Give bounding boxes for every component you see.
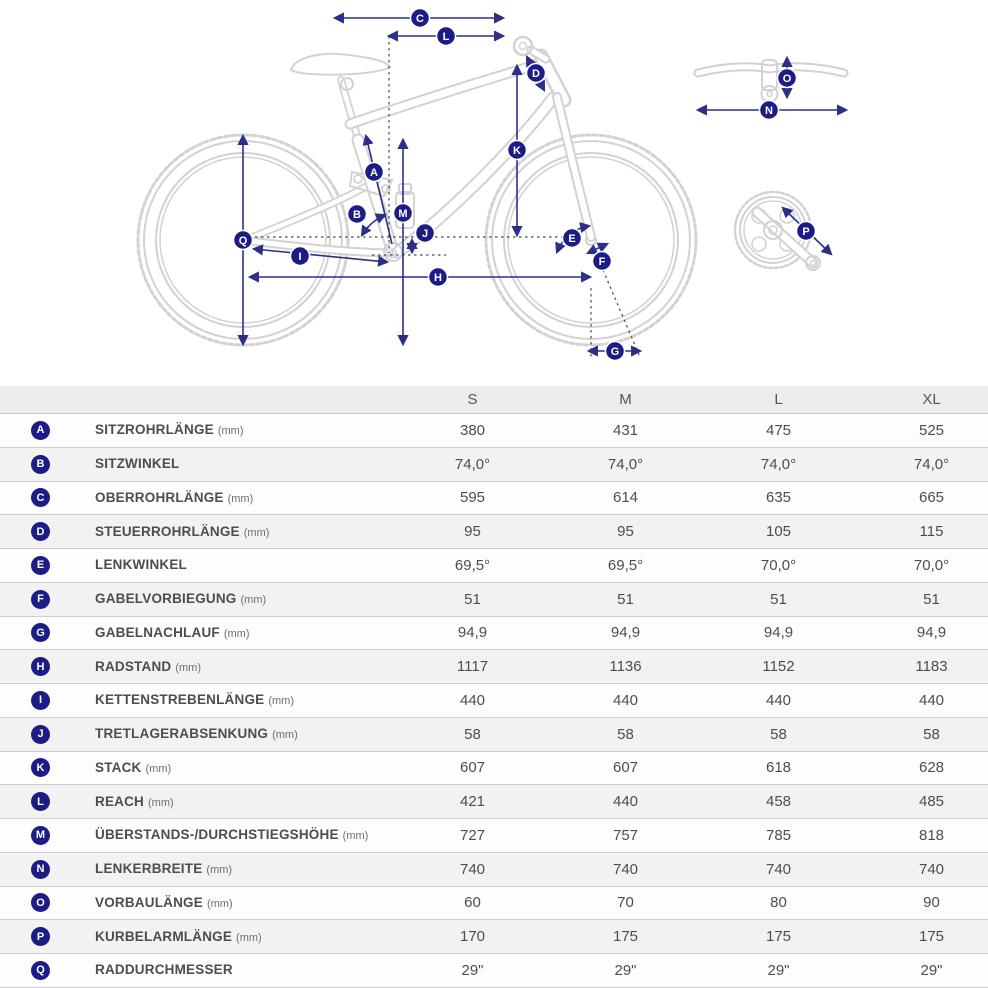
diagram-marker-p <box>797 222 816 241</box>
value-cell-s: 1117 <box>456 658 489 676</box>
row-label-text: OBERROHRLÄNGE <box>95 489 224 505</box>
row-label-text: KURBELARMLÄNGE <box>95 928 233 944</box>
value-cell-xl: 58 <box>923 725 940 743</box>
value-cell-xl: 29" <box>920 961 943 979</box>
value-cell-s: 69,5° <box>454 556 491 574</box>
bike-geometry-illustration <box>0 0 988 386</box>
row-label <box>95 826 368 844</box>
handlebar-top-view-icon <box>698 60 844 102</box>
diagram-marker-f <box>593 252 612 271</box>
svg-text:H: H <box>434 272 442 284</box>
row-marker-badge: E <box>31 556 50 575</box>
value-cell-xl: 440 <box>918 691 945 709</box>
table-row-g <box>0 617 988 651</box>
svg-text:B: B <box>353 209 361 221</box>
diagram-marker-l <box>437 27 456 46</box>
value-cell-l: 635 <box>765 489 792 507</box>
row-label <box>95 725 298 743</box>
row-label <box>95 421 244 439</box>
geometry-table-header <box>0 386 988 414</box>
value-cell-l: 74,0° <box>760 455 797 473</box>
size-column-header-m: M <box>619 391 632 408</box>
value-cell-l: 29" <box>767 961 790 979</box>
row-label-text: STEUERROHRLÄNGE <box>95 523 240 539</box>
table-row-m <box>0 819 988 853</box>
diagram-marker-q <box>234 231 253 250</box>
row-label-text: SITZWINKEL <box>95 456 180 472</box>
row-unit-label: (mm) <box>272 729 298 742</box>
value-cell-l: 740 <box>765 860 792 878</box>
value-cell-l: 70,0° <box>760 556 797 574</box>
row-label-text: LENKWINKEL <box>95 557 187 573</box>
row-label <box>95 759 171 777</box>
value-cell-m: 74,0° <box>607 455 644 473</box>
value-cell-s: 95 <box>464 523 481 541</box>
value-cell-m: 95 <box>617 523 634 541</box>
value-cell-l: 94,9 <box>763 624 794 642</box>
row-marker-badge: Q <box>31 961 50 980</box>
row-label <box>95 793 174 811</box>
row-label <box>95 691 294 709</box>
table-row-k <box>0 752 988 786</box>
row-label-text: VORBAULÄNGE <box>95 894 203 910</box>
value-cell-xl: 525 <box>918 421 945 439</box>
value-cell-m: 175 <box>612 928 639 946</box>
diagram-marker-d <box>527 64 546 83</box>
diagram-marker-i <box>291 247 310 266</box>
row-label-text: STACK <box>95 759 142 775</box>
value-cell-xl: 1183 <box>915 658 948 676</box>
row-marker-badge: D <box>31 522 50 541</box>
value-cell-xl: 70,0° <box>913 556 950 574</box>
value-cell-m: 69,5° <box>607 556 644 574</box>
row-marker-badge: K <box>31 758 50 777</box>
row-marker-badge: A <box>31 421 50 440</box>
value-cell-l: 58 <box>770 725 787 743</box>
value-cell-xl: 51 <box>923 590 940 608</box>
value-cell-xl: 740 <box>918 860 945 878</box>
svg-text:Q: Q <box>238 235 248 247</box>
value-cell-m: 1136 <box>609 658 642 676</box>
row-label-text: REACH <box>95 793 145 809</box>
geometry-diagram <box>0 0 988 386</box>
value-cell-m: 440 <box>612 793 639 811</box>
diagram-marker-b <box>348 205 367 224</box>
row-marker-badge: C <box>31 488 50 507</box>
size-column-header-xl: XL <box>922 391 941 408</box>
svg-text:M: M <box>398 208 408 220</box>
table-row-o <box>0 887 988 921</box>
row-marker-badge: J <box>31 725 50 744</box>
value-cell-s: 29" <box>461 961 484 979</box>
value-cell-l: 458 <box>765 793 792 811</box>
row-marker-badge: F <box>31 590 50 609</box>
value-cell-s: 421 <box>459 793 486 811</box>
row-label <box>95 489 253 507</box>
value-cell-xl: 175 <box>918 928 945 946</box>
row-unit-label: (mm) <box>268 695 295 708</box>
diagram-marker-e <box>563 229 582 248</box>
value-cell-s: 380 <box>459 421 486 439</box>
svg-text:F: F <box>598 256 606 268</box>
geometry-table <box>0 386 988 988</box>
value-cell-l: 105 <box>765 523 792 541</box>
value-cell-m: 440 <box>612 691 639 709</box>
value-cell-l: 618 <box>765 759 792 777</box>
value-cell-m: 58 <box>617 725 634 743</box>
row-marker-badge: P <box>31 927 50 946</box>
value-cell-l: 1152 <box>762 658 795 676</box>
row-marker-badge: M <box>31 826 50 845</box>
diagram-marker-g <box>606 342 625 361</box>
row-label-text: GABELNACHLAUF <box>95 624 220 640</box>
row-label <box>95 624 250 642</box>
value-cell-m: 614 <box>612 489 639 507</box>
row-label <box>95 860 232 878</box>
row-unit-label: (mm) <box>206 897 233 910</box>
table-row-j <box>0 718 988 752</box>
value-cell-xl: 628 <box>918 759 945 777</box>
row-unit-label: (mm) <box>342 830 369 843</box>
value-cell-s: 74,0° <box>454 455 491 473</box>
row-unit-label: (mm) <box>175 661 202 674</box>
value-cell-s: 60 <box>464 894 481 912</box>
table-row-n <box>0 853 988 887</box>
value-cell-l: 475 <box>765 421 792 439</box>
value-cell-m: 431 <box>612 421 639 439</box>
row-label <box>95 556 191 574</box>
table-row-e <box>0 549 988 583</box>
row-label <box>95 928 262 946</box>
diagram-marker-m <box>394 204 413 223</box>
row-unit-label: (mm) <box>217 425 244 438</box>
table-row-p <box>0 920 988 954</box>
table-row-l <box>0 785 988 819</box>
value-cell-s: 595 <box>459 489 486 507</box>
value-cell-m: 94,9 <box>610 624 641 642</box>
value-cell-m: 70 <box>617 894 634 912</box>
value-cell-s: 170 <box>459 928 486 946</box>
svg-text:I: I <box>298 251 302 263</box>
value-cell-l: 785 <box>765 826 792 844</box>
diagram-marker-n <box>760 101 779 120</box>
table-row-f <box>0 583 988 617</box>
value-cell-l: 440 <box>765 691 792 709</box>
table-row-d <box>0 515 988 549</box>
svg-text:E: E <box>568 233 576 245</box>
size-column-header-s: S <box>467 391 478 408</box>
value-cell-xl: 74,0° <box>913 455 950 473</box>
row-unit-label: (mm) <box>227 492 254 505</box>
value-cell-l: 51 <box>770 590 787 608</box>
row-marker-badge: B <box>31 455 50 474</box>
value-cell-m: 51 <box>617 590 634 608</box>
value-cell-s: 740 <box>459 860 486 878</box>
row-label-text: KETTENSTREBENLÄNGE <box>95 692 265 708</box>
svg-text:C: C <box>416 13 424 25</box>
table-row-a <box>0 414 988 448</box>
table-row-h <box>0 650 988 684</box>
svg-text:P: P <box>802 226 810 238</box>
value-cell-xl: 485 <box>918 793 945 811</box>
row-marker-badge: O <box>31 893 50 912</box>
row-label-text: GABELVORBIEGUNG <box>95 591 237 607</box>
row-label <box>95 961 237 979</box>
value-cell-s: 51 <box>464 590 481 608</box>
value-cell-l: 80 <box>770 894 787 912</box>
diagram-marker-c <box>411 9 430 28</box>
value-cell-xl: 94,9 <box>916 624 947 642</box>
value-cell-s: 727 <box>459 826 486 844</box>
row-label <box>95 658 201 676</box>
row-unit-label: (mm) <box>206 864 233 877</box>
diagram-marker-h <box>429 268 448 287</box>
diagram-marker-a <box>365 163 384 182</box>
row-unit-label: (mm) <box>223 627 250 640</box>
row-unit-label: (mm) <box>145 762 172 775</box>
value-cell-m: 740 <box>612 860 639 878</box>
svg-text:O: O <box>782 73 792 85</box>
diagram-marker-k <box>508 141 527 160</box>
row-label-text: SITZROHRLÄNGE <box>95 422 214 438</box>
row-label-text: LENKERBREITE <box>95 861 203 877</box>
row-label-text: RADSTAND <box>95 658 172 674</box>
row-marker-badge: G <box>31 623 50 642</box>
diagram-marker-o <box>778 69 797 88</box>
value-cell-l: 175 <box>765 928 792 946</box>
table-row-i <box>0 684 988 718</box>
table-row-c <box>0 482 988 516</box>
row-unit-label: (mm) <box>236 931 262 944</box>
value-cell-s: 607 <box>459 759 486 777</box>
row-marker-badge: L <box>31 792 50 811</box>
svg-text:J: J <box>421 228 429 240</box>
svg-text:A: A <box>370 167 378 179</box>
svg-text:D: D <box>532 68 540 80</box>
row-marker-badge: H <box>31 657 50 676</box>
svg-text:N: N <box>765 105 773 117</box>
row-label-text: RADDURCHMESSER <box>95 962 233 978</box>
value-cell-s: 94,9 <box>457 624 488 642</box>
table-row-b <box>0 448 988 482</box>
value-cell-m: 29" <box>614 961 637 979</box>
geometry-table-body <box>0 414 988 988</box>
svg-text:G: G <box>610 346 620 358</box>
row-label <box>95 455 184 473</box>
row-unit-label: (mm) <box>240 594 267 607</box>
value-cell-xl: 665 <box>918 489 945 507</box>
value-cell-xl: 818 <box>918 826 945 844</box>
row-label <box>95 590 266 608</box>
value-cell-m: 757 <box>612 826 639 844</box>
row-label-text: ÜBERSTANDS-/DURCHSTIEGSHÖHE <box>95 827 339 843</box>
svg-text:K: K <box>513 145 521 157</box>
value-cell-xl: 115 <box>919 523 944 541</box>
svg-text:L: L <box>442 31 450 43</box>
row-label <box>95 894 233 912</box>
size-column-header-l: L <box>774 391 783 408</box>
value-cell-s: 440 <box>459 691 486 709</box>
value-cell-xl: 90 <box>923 894 940 912</box>
row-label-text: TRETLAGERABSENKUNG <box>95 726 269 742</box>
value-cell-m: 607 <box>612 759 639 777</box>
table-row-q <box>0 954 988 988</box>
row-marker-badge: I <box>31 691 50 710</box>
row-unit-label: (mm) <box>243 526 270 539</box>
value-cell-s: 58 <box>464 725 481 743</box>
diagram-marker-j <box>416 224 435 243</box>
row-marker-badge: N <box>31 860 50 879</box>
row-label <box>95 523 269 541</box>
row-unit-label: (mm) <box>148 796 174 809</box>
